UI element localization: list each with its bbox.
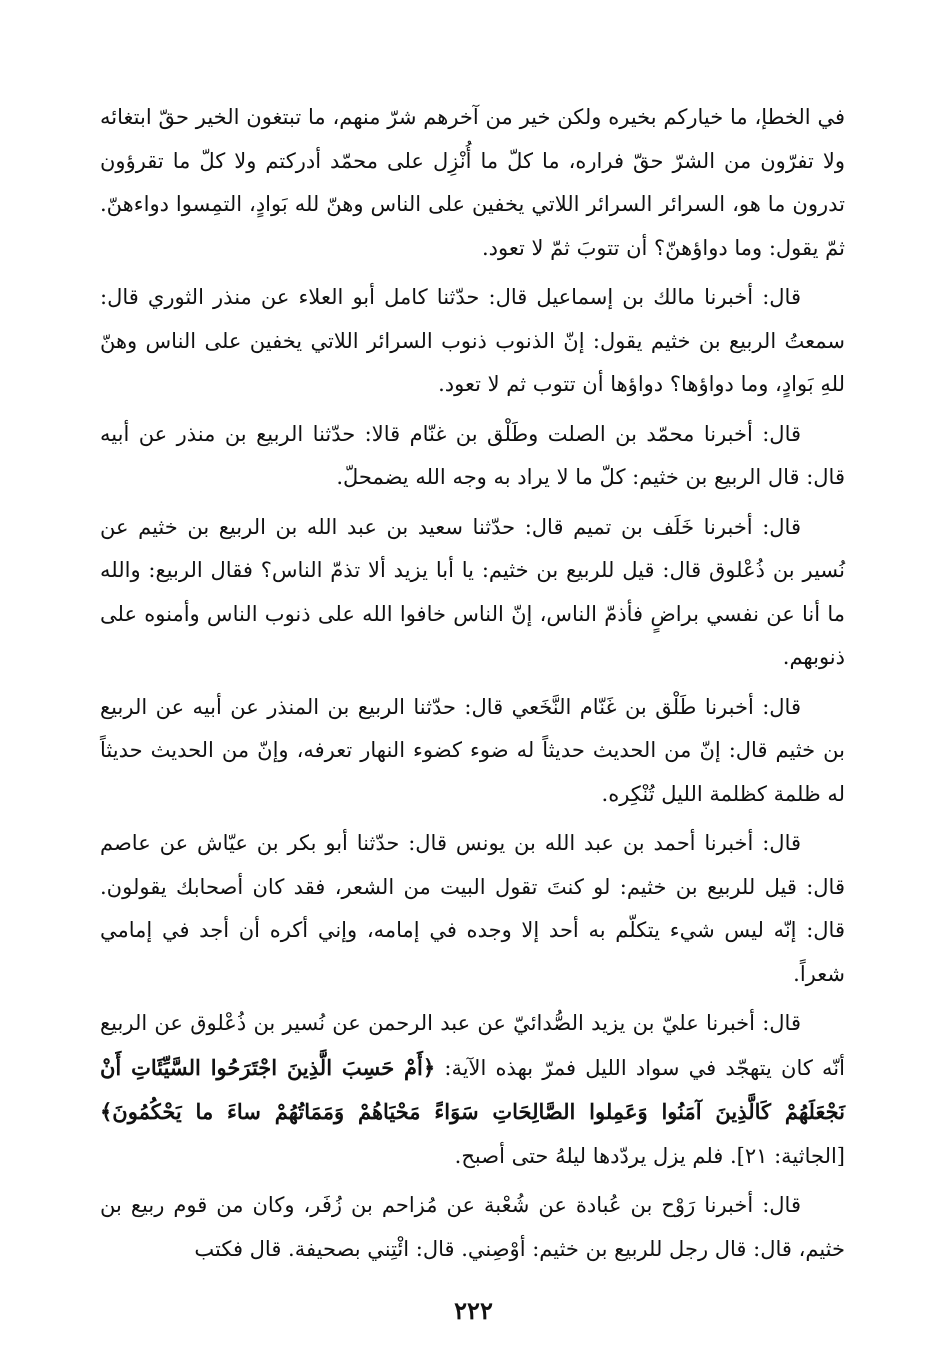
paragraph-3: قال: أخبرنا محمّد بن الصلت وطَلْق بن غنّام قالا: حدّثنا الربيع بن منذر عن أبيه قال: قال الربيع بن خثيم: كلّ ما لا يراد به وجه الله يضمحلّ. [100,421,845,489]
page-body [100,96,845,1277]
paragraph-5: قال: أخبرنا طَلْق بن غَنّام النَّخَعي قال: حدّثنا الربيع بن المنذر عن أبيه عن الربيع بن خثيم قال: إنّ من الحديث حديثاً له ضوء كضوء النهار تعرفه، وإنّ من الحديث حديثاً له ظلمة كظلمة الليل تُنْكِره. [100,694,845,806]
quran-verse: ﴿أَمْ حَسِبَ الَّذِينَ اجْتَرَحُوا السَّيِّئَاتِ أَنْ نَجْعَلَهُمْ كَالَّذِينَ آمَنُوا وَعَمِلوا الصَّالِحَاتِ سَوَاءً مَحْيَاهُمْ وَمَمَاتُهُمْ ساءَ ما يَحْكُمُونَ﴾ [100,1054,845,1124]
paragraph-2: قال: أخبرنا مالك بن إسماعيل قال: حدّثنا كامل أبو العلاء عن منذر الثوري قال: سمعتُ الربيع بن خثيم يقول: إنّ الذنوب ذنوب السرائر اللاتي يخفين على الناس وهنّ للهِ بَوادٍ، وما دواؤها؟ دواؤها أن تتوب ثم لا تعود. [100,285,845,396]
paragraph-6: قال: أخبرنا أحمد بن عبد الله بن يونس قال: حدّثنا أبو بكر بن عيّاش عن عاصم قال: قيل للربيع بن خثيم: لو كنتَ تقول البيت من الشعر، فقد كان أصحابك يقولون. قال: إنّه ليس شيء يتكلّم به أحد إلا وجده في إمامه، وإني أكره أن أجد في إمامي شعراً. [100,831,845,986]
paragraph-7-tail: [الجاثية: ٢١]. فلم يزل يردّدها ليلهُ حتى أصبح. [454,1143,845,1168]
paragraph-7-lead: قال: أخبرنا عليّ بن يزيد الصُّدائيّ عن عبد الرحمن عن نُسير بن ذُعْلوق عن الربيع أنّه كان يتهجّد في سواد الليل فمرّ بهذه الآية: [100,1011,845,1080]
paragraph-7 [100,1002,845,1178]
paragraph-4: قال: أخبرنا خَلَف بن تميم قال: حدّثنا سعيد بن عبد الله بن الربيع بن خثيم عن نُسير بن ذُعْلوق قال: قيل للربيع بن خثيم: يا أبا يزيد ألا تذمّ الناس؟ فقال الربيع: والله ما أنا عن نفسي براضٍ فأذمّ الناس، إنّ الناس خافوا الله على ذنوب الناس وأمنوه على ذنوبهم. [100,514,845,669]
page-number: ٢٢٢ [454,1296,493,1325]
paragraph-1: في الخطإ، ما خياركم بخيره ولكن خير من آخرهم شرّ منهم، ما تبتغون الخير حقّ ابتغائه ولا تفرّون من الشرّ حقّ فراره، ما كلّ ما أُنْزِل على محمّد أدركتم ولا كلّ ما تقرؤون تدرون ما هو، السرائر السرائر اللاتي يخفين على الناس وهنّ لله بَوادٍ، التمِسوا دواءهنّ. ثمّ يقول: وما دواؤهنّ؟ أن تتوبَ ثمّ لا تعود. [100,105,845,260]
paragraph-8: قال: أخبرنا رَوْح بن عُبادة عن شُعْبة عن مُزاحم بن زُفَر، وكان من قوم ربيع بن خثيم، قال: قال رجل للربيع بن خثيم: أوْصِني. قال: ائْتِني بصحيفة. قال فكتب [100,1193,845,1261]
